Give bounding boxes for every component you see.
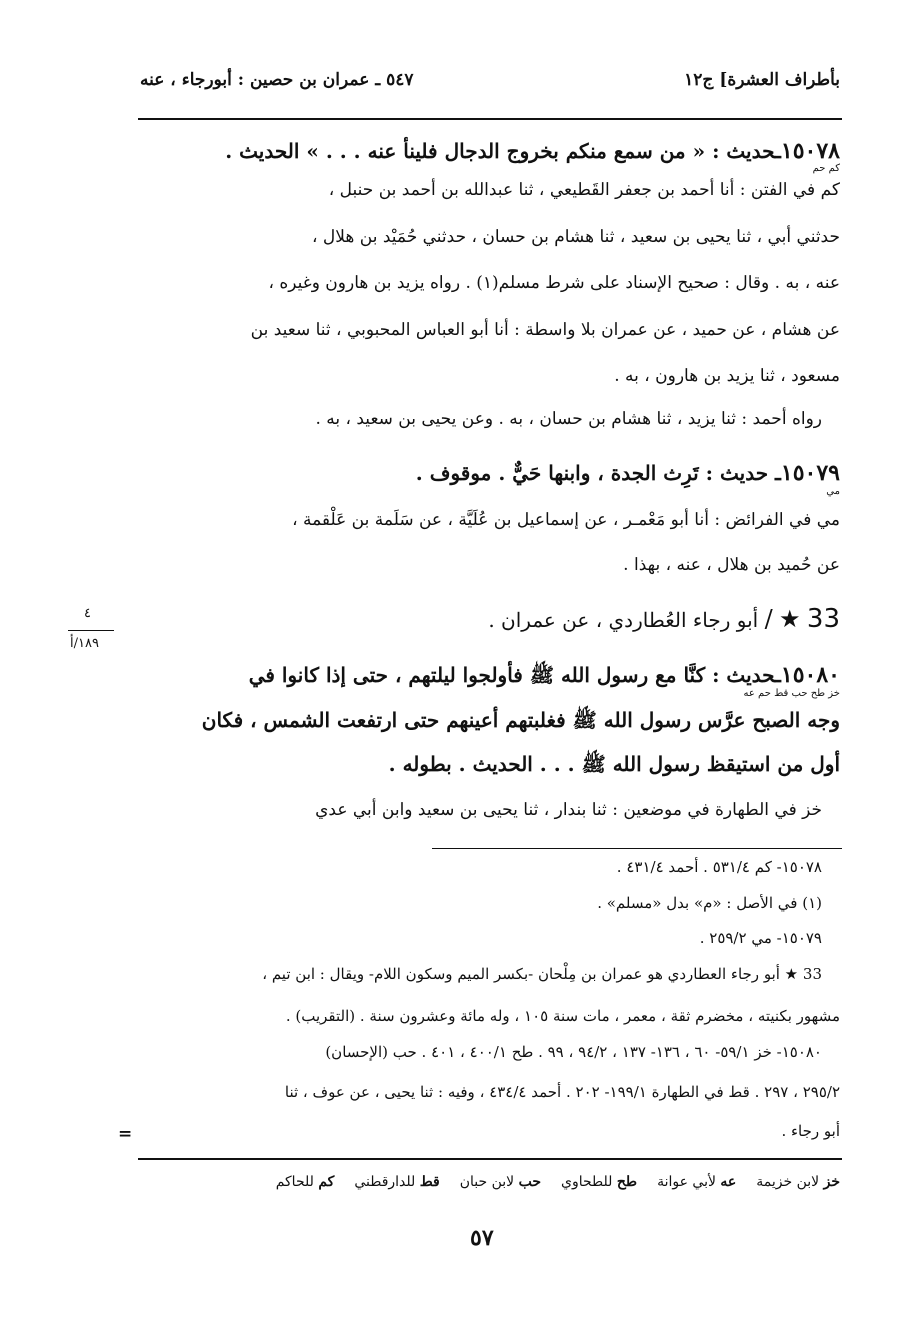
legend-name: لابن خزيمة xyxy=(756,1174,820,1190)
hadith-number: ١٥٠٧٨ xyxy=(780,138,840,164)
hadith-text: ـحديث : « من سمع منكم بخروج الدجال فلينأ عنه . . . » الحديث . xyxy=(225,139,781,163)
body-line: حدثني أبي ، ثنا يحيى بن سعيد ، ثنا هشام بن حسان ، حدثني حُمَيْد بن هلال ، xyxy=(312,227,840,247)
footnote: ٢٩٥/٢ ، ٢٩٧ . قط في الطهارة ١٩٩/١- ٢٠٢ . أحمد ٤٣٤/٤ ، وفيه : ثنا يحيى ، عن عوف ، ثنا xyxy=(284,1083,840,1101)
legend-name: لأبي عوانة xyxy=(657,1174,716,1190)
footnote: ١٥٠٨٠- خز ٥٩/١- ٦٠ ، ١٣٦- ١٣٧ ، ٩٤/٢ ، ٩٩ . طح ٤٠٠/١ ، ٤٠١ . حب (الإحسان) xyxy=(325,1043,822,1061)
hadith-text: ـحديث : كنَّا مع رسول الله ﷺ فأولجوا ليلتهم ، حتى إذا كانوا في xyxy=(248,663,781,687)
legend-item xyxy=(354,1174,439,1190)
legend-abbr: كم xyxy=(318,1174,335,1190)
legend-name: للدارقطني xyxy=(354,1174,416,1190)
section-slash: / xyxy=(764,605,773,633)
body-line: مي في الفرائض : أنا أبو مَعْمـر ، عن إسماعيل بن عُلَيَّة ، عن سَلَمة بن عَلْقمة ، xyxy=(292,510,840,530)
hadith-15079-sigla: مي xyxy=(826,486,840,497)
body-line: وجه الصبح عرَّس رسول الله ﷺ فغلبتهم أعينهم حتى ارتفعت الشمس ، فكان xyxy=(201,708,840,732)
legend-item xyxy=(561,1174,637,1190)
legend-abbr: قط xyxy=(419,1174,440,1190)
margin-folio: ١٨٩/أ xyxy=(70,636,99,651)
legend-item xyxy=(460,1174,541,1190)
footnote: 33 ★ أبو رجاء العطاردي هو عمران بن مِلْحان -بكسر الميم وسكون اللام- ويقال : ابن تيم ، xyxy=(262,965,822,983)
hadith-number: ١٥٠٧٩ xyxy=(780,460,840,486)
body-line: رواه أحمد : ثنا يزيد ، ثنا هشام بن حسان ، به . وعن يحيى بن سعيد ، به . xyxy=(315,409,822,429)
header-left: ٥٤٧ ـ عمران بن حصين : أبورجاء ، عنه xyxy=(140,70,414,90)
footnote: ١٥٠٧٩- مي ٢٥٩/٢ . xyxy=(699,929,822,947)
section-number: 33 xyxy=(806,604,840,634)
legend-item xyxy=(756,1174,840,1190)
section-heading xyxy=(488,604,840,634)
legend-name: لابن حبان xyxy=(459,1174,515,1190)
legend-item xyxy=(276,1174,335,1190)
hadith-text: ـ حديث : تَرِث الجدة ، وابنها حَيٌّ . موقوف . xyxy=(415,461,781,485)
margin-volume: ٤ xyxy=(84,606,91,621)
hadith-number: ١٥٠٨٠ xyxy=(780,662,840,688)
legend-name: للطحاوي xyxy=(561,1174,613,1190)
hadith-15079-heading xyxy=(416,460,840,486)
footnote: مشهور بكنيته ، مخضرم ثقة ، معمر ، مات سنة ١٠٥ ، وله مائة وعشرون سنة . (التقريب) . xyxy=(285,1007,840,1025)
footnote: أبو رجاء . xyxy=(781,1122,840,1140)
body-line: خز في الطهارة في موضعين : ثنا بندار ، ثنا يحيى بن سعيد وابن أبي عدي xyxy=(315,800,822,820)
star-icon: ★ xyxy=(779,605,801,633)
header-rule xyxy=(138,118,842,120)
footnote: ١٥٠٧٨- كم ٥٣١/٤ . أحمد ٤٣١/٤ . xyxy=(616,858,822,876)
body-line: أول من استيقظ رسول الله ﷺ . . . الحديث . بطوله . xyxy=(388,752,840,776)
legend-abbr: طح xyxy=(616,1174,638,1190)
body-line: عن هشام ، عن حميد ، عن عمران بلا واسطة : أنا أبو العباس المحبوبي ، ثنا سعيد بن xyxy=(250,320,840,340)
body-line: مسعود ، ثنا يزيد بن هارون ، به . xyxy=(614,366,840,386)
legend-abbr: خز xyxy=(823,1174,840,1190)
legend-name: للحاكم xyxy=(275,1174,314,1190)
hadith-15080-sigla: خز طح حب قط حم عه xyxy=(743,688,840,699)
body-line: عنه ، به . وقال : صحيح الإسناد على شرط مسلم(١) . رواه يزيد بن هارون وغيره ، xyxy=(268,273,840,293)
footnote-rule xyxy=(432,848,842,849)
hadith-15078-heading xyxy=(225,138,840,164)
margin-rule xyxy=(68,630,114,631)
legend-abbr: عه xyxy=(720,1174,737,1190)
body-line: كم في الفتن : أنا أحمد بن جعفر القَطيعي ، ثنا عبدالله بن أحمد بن حنبل ، xyxy=(328,180,840,200)
continuation-mark: = xyxy=(118,1124,133,1144)
hadith-15078-sigla: كم حم xyxy=(812,163,840,174)
legend-item xyxy=(657,1174,736,1190)
body-line: عن حُميد بن هلال ، عنه ، بهذا . xyxy=(623,555,840,575)
legend-rule xyxy=(138,1158,842,1160)
legend-abbr: حب xyxy=(518,1174,542,1190)
section-title: أبو رجاء العُطاردي ، عن عمران . xyxy=(488,608,759,632)
abbreviation-legend xyxy=(276,1174,840,1190)
footnote: (١) في الأصل : «م» بدل «مسلم» . xyxy=(597,894,822,912)
header-right: بأطراف العشرة] ج١٢ xyxy=(684,70,840,90)
page-number: ٥٧ xyxy=(470,1225,494,1251)
